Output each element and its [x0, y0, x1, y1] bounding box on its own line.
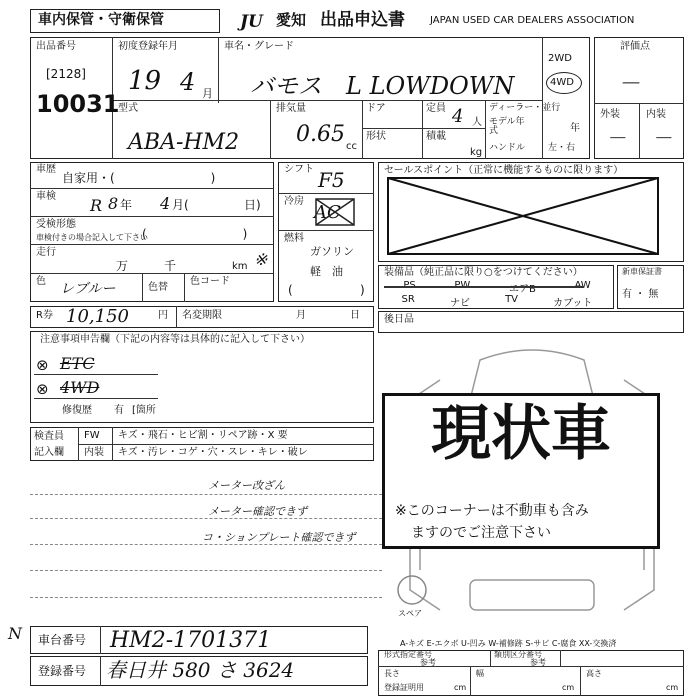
interior-label: 内装	[646, 109, 666, 120]
ref-label-1: 参考	[420, 658, 436, 667]
inspection-year-unit: 年	[120, 198, 133, 212]
ref-label-2: 参考	[530, 658, 546, 667]
two-wd-label: 2WD	[548, 53, 572, 64]
as-is-stamp-note-1: ※このコーナーは不動車も含み	[395, 503, 589, 519]
repair-label: 修復歴	[62, 405, 92, 416]
fuel-paren-close: )	[360, 283, 365, 297]
inspection-year: 8	[108, 194, 119, 213]
notes-line-2-mark: ⊗	[36, 380, 49, 398]
form-label: 受検形態	[36, 219, 76, 230]
equipment-row-1-strike	[384, 286, 584, 288]
rating-label: 評価点	[620, 41, 650, 52]
inspection-month: 4	[160, 194, 171, 213]
width-label: 幅	[476, 669, 484, 678]
notes-line-1: ETC	[60, 354, 95, 373]
first-reg-year: 19	[128, 66, 162, 96]
rating-value: －	[618, 72, 641, 97]
org-name: 愛知	[276, 11, 307, 29]
inspector-label-2: 記入欄	[34, 447, 64, 458]
fuel-light-oil: 軽 油	[310, 265, 343, 278]
first-reg-month-unit: 月	[202, 87, 213, 100]
assoc-name: JAPAN USED CAR DEALERS ASSOCIATION	[430, 15, 635, 26]
transfer-label: 名変期限	[182, 310, 222, 321]
as-is-stamp	[382, 393, 660, 549]
color-code-label: 色コード	[190, 276, 230, 287]
interior-value: －	[652, 126, 672, 150]
recycle-value: 10,150	[66, 306, 129, 327]
fw-label: FW	[84, 430, 100, 441]
remark-1: メーター改ざん	[208, 479, 285, 492]
handle-options: 左・右	[548, 143, 576, 153]
dealer-import-label: ディーラー・並行	[489, 103, 561, 113]
remark-3: コ・ションプレート確認できず	[202, 531, 356, 544]
inspector-label-1: 検査員	[34, 431, 64, 442]
equip-aw: AW	[574, 280, 591, 291]
transfer-month-unit: 月	[296, 310, 306, 321]
inspection-month-unit: 月(	[172, 198, 189, 212]
mileage-man: 万	[116, 259, 129, 273]
first-reg-label: 初度登録年月	[118, 41, 178, 52]
history-value: 自家用・( )	[62, 171, 216, 185]
transfer-day-unit: 日	[350, 310, 360, 321]
check-mark: N	[8, 624, 22, 643]
equip-tv: TV	[505, 294, 519, 305]
shape-label: 形状	[366, 131, 386, 142]
plate-label: 登録番号	[38, 664, 87, 678]
type-approval-label: 形式指定番号	[384, 650, 432, 659]
sales-point-label: セールスポイント（正常に機能するものに限ります）	[384, 165, 624, 176]
load-unit: kg	[470, 147, 483, 158]
width-cm: cm	[562, 683, 575, 692]
equip-sr: SR	[401, 294, 415, 305]
first-reg-month: 4	[180, 68, 196, 96]
chassis-label: 車台番号	[38, 633, 87, 647]
model-label: 型式	[118, 103, 138, 114]
warranty-label: 新車保証書	[622, 267, 662, 276]
lot-bracket-no: [2128]	[46, 67, 86, 81]
equip-navi: ナビ	[449, 298, 470, 309]
exterior-value: －	[606, 126, 626, 150]
fuel-label: 燃料	[284, 233, 304, 244]
fuel-gasoline: ガソリン	[310, 245, 354, 258]
lot-label: 出品番号	[36, 41, 76, 52]
notes-line-2: 4WD	[60, 378, 100, 397]
color-change-label: 色替	[148, 282, 168, 293]
displacement-label: 排気量	[276, 103, 306, 114]
history-label: 車歴	[36, 164, 56, 175]
load-label: 積載	[426, 131, 446, 142]
handle-label: ハンドル	[489, 143, 526, 153]
ac-label: 冷房	[284, 196, 304, 207]
color-label: 色	[36, 276, 46, 287]
mileage-label: 走行	[36, 247, 56, 258]
capacity-value: 4	[452, 106, 464, 127]
rear-box	[378, 311, 684, 333]
equipment-label: 装備品（純正品に限り○をつけてください）	[384, 267, 583, 278]
lot-number: 10031	[36, 90, 120, 118]
fw-text: キズ・飛石・ヒビ割・リペア跡・X 要	[118, 430, 288, 441]
notes-line-1-mark: ⊗	[36, 356, 49, 374]
fuel-paren-open: (	[288, 283, 293, 297]
shift-label: シフト	[284, 164, 314, 175]
diagram-legend: A-キズ E-エクボ U-凹み W-補修跡 S-サビ C-腐食 XX-交換済	[400, 639, 617, 648]
ac-value: AC	[314, 202, 341, 223]
equipment-row-2	[384, 294, 610, 308]
rear-label: 後日品	[384, 314, 414, 325]
model-year-unit: 年	[570, 123, 580, 134]
ac-crossed-mark	[310, 196, 366, 228]
model-year-label: モデル年式	[489, 117, 525, 136]
int-text: キズ・汚レ・コゲ・穴・スレ・キレ・破レ	[118, 447, 308, 458]
category-label: 類別区分番号	[494, 650, 542, 659]
inspection-day-unit: 日)	[244, 198, 261, 212]
inspection-era: R	[90, 196, 103, 215]
exterior-label: 外装	[600, 109, 620, 120]
car-name-value: バモス L LOWDOWN	[250, 72, 515, 100]
cert-label: 登録証明用	[384, 683, 424, 692]
door-label: ドア	[366, 103, 386, 114]
warranty-options: 有 ・ 無	[622, 289, 659, 300]
equip-airbag: エアB	[508, 284, 536, 295]
recycle-label: R券	[36, 310, 53, 321]
mileage-unit: km	[232, 261, 248, 272]
displacement-unit: cc	[346, 141, 357, 152]
ju-logo	[240, 12, 274, 32]
recycle-unit: 円	[158, 310, 168, 321]
height-cm: cm	[666, 683, 679, 692]
storage-label: 車内保管・守衛保管	[38, 12, 164, 28]
form-note: 車検付きの場合記入して下さい	[36, 233, 148, 242]
equip-kabutto: カブット	[553, 298, 593, 309]
mileage-mark: ※	[254, 250, 268, 269]
capacity-label: 定員	[426, 103, 446, 114]
spare-label: スペア	[398, 609, 422, 618]
length-label: 長さ	[384, 669, 400, 678]
length-cm: cm	[454, 683, 467, 692]
plate-value: 春日井 580 さ 3624	[106, 658, 295, 682]
color-value: レブルー	[60, 281, 116, 297]
height-label: 高さ	[586, 669, 602, 678]
chassis-value: HM2-1701371	[110, 628, 272, 653]
sales-point-crossed-mark	[384, 176, 664, 260]
remark-2: メーター確認できず	[208, 505, 307, 518]
equip-pw: PW	[454, 280, 471, 291]
form-value: ( )	[142, 227, 248, 241]
model-value: ABA-HM2	[128, 130, 240, 155]
displacement-value: 0.65	[296, 122, 345, 147]
as-is-stamp-title: 現状車	[431, 399, 611, 469]
notes-header: 注意事項申告欄（下記の内容等は具体的に記入して下さい）	[40, 334, 310, 345]
equip-ps: PS	[403, 280, 416, 291]
repair-place: [箇所	[132, 405, 156, 416]
inspection-label: 車検	[36, 191, 56, 202]
int-label: 内装	[84, 447, 104, 458]
capacity-unit: 人	[472, 117, 482, 128]
as-is-stamp-note-2: ますのでご注意下さい	[411, 525, 551, 541]
shift-value: F5	[318, 168, 345, 192]
form-title: 出品申込書	[320, 10, 405, 30]
mileage-sen: 千	[164, 259, 177, 273]
ju-logo-text: JU	[240, 12, 263, 32]
repair-value: 有	[114, 405, 124, 416]
car-name-label: 車名・グレード	[224, 41, 294, 52]
four-wd-label: 4WD	[550, 77, 574, 88]
